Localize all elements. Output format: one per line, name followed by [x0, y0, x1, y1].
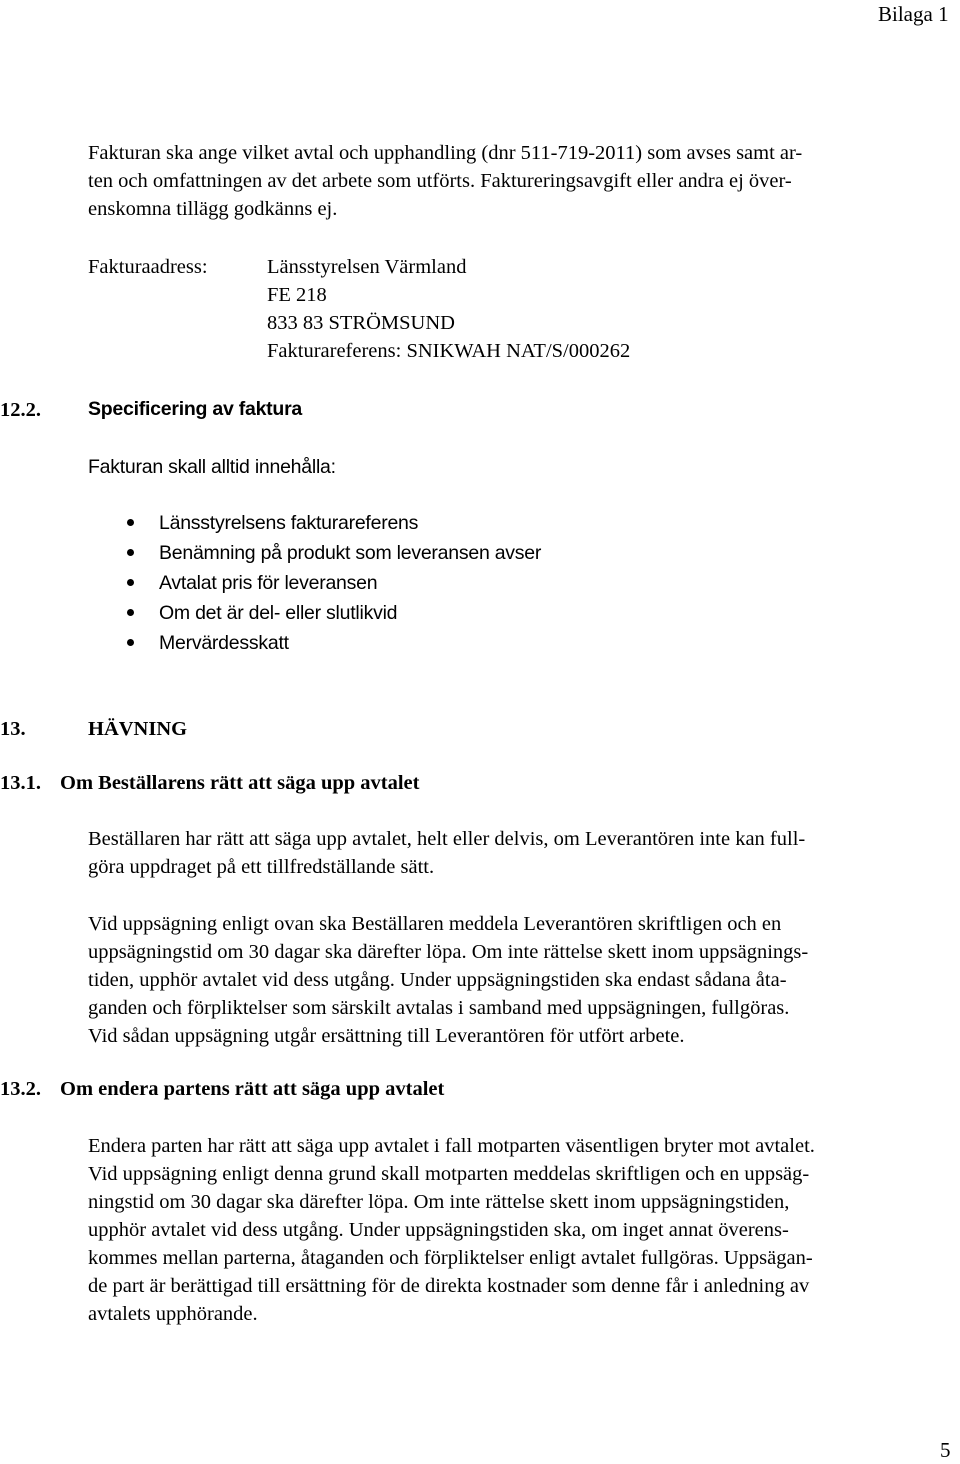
- paragraph-line: avtalets upphörande.: [88, 1303, 258, 1325]
- paragraph-line: göra uppdraget på ett tillfredställande sätt.: [88, 856, 435, 878]
- paragraph-line: Endera parten har rätt att säga upp avtalet i fall motparten väsentligen bryter mot avtalet.: [88, 1135, 815, 1157]
- list-item-text: Benämning på produkt som leveransen avser: [159, 542, 542, 564]
- section-title: Specificering av faktura: [88, 398, 303, 420]
- section-title: Om Beställarens rätt att säga upp avtalet: [60, 772, 420, 794]
- address-label: Fakturaadress:: [88, 256, 208, 278]
- intro-line: ten och omfattningen av det arbete som utförts. Faktureringsavgift eller andra ej över-: [88, 170, 792, 192]
- bullet-icon: [127, 639, 134, 646]
- list-item-text: Länsstyrelsens fakturareferens: [159, 512, 419, 534]
- paragraph-line: Vid uppsägning enligt denna grund skall motparten meddelas skriftligen och en uppsäg-: [88, 1163, 810, 1185]
- list-item-text: Avtalat pris för leveransen: [159, 572, 378, 594]
- section-number: 13.2.: [0, 1078, 41, 1100]
- section-title: Om endera partens rätt att säga upp avtalet: [60, 1078, 445, 1100]
- list-item-text: Om det är del- eller slutlikvid: [159, 602, 398, 624]
- section-paragraph: [88, 825, 805, 881]
- paragraph-line: upphör avtalet vid dess utgång. Under uppsägningstiden ska, om inget annat överens-: [88, 1219, 789, 1241]
- paragraph-line: tiden, upphör avtalet vid dess utgång. Under uppsägningstiden ska endast sådana åta-: [88, 969, 787, 991]
- section-paragraph: [88, 910, 808, 1050]
- intro-line: Fakturan ska ange vilket avtal och upphandling (dnr 511-719-2011) som avses samt ar-: [88, 142, 803, 164]
- paragraph-line: Vid sådan uppsägning utgår ersättning till Leverantören för utfört arbete.: [88, 1025, 685, 1047]
- address-line: Fakturareferens: SNIKWAH NAT/S/000262: [267, 340, 631, 362]
- section-intro: Fakturan skall alltid innehålla:: [88, 456, 336, 478]
- paragraph-line: kommes mellan parterna, åtaganden och förpliktelser enligt avtalet fullgöras. Uppsägan-: [88, 1247, 813, 1269]
- address-block: [267, 253, 630, 365]
- intro-paragraph: [88, 139, 802, 223]
- address-line: Länsstyrelsen Värmland: [267, 256, 467, 278]
- paragraph-line: de part är berättigad till ersättning för de direkta kostnader som denne får i anledning av: [88, 1275, 810, 1297]
- section-number: 13.: [0, 718, 26, 740]
- bullet-icon: [127, 519, 134, 526]
- section-number: 12.2.: [0, 399, 41, 421]
- list-item-text: Mervärdesskatt: [159, 632, 289, 654]
- intro-line: enskomna tillägg godkänns ej.: [88, 198, 338, 220]
- section-paragraph: [88, 1132, 815, 1328]
- paragraph-line: Vid uppsägning enligt ovan ska Beställaren meddela Leverantören skriftligen och en: [88, 913, 782, 935]
- paragraph-line: ganden och förpliktelser som särskilt avtalas i samband med uppsägningen, fullgöras.: [88, 997, 790, 1019]
- paragraph-line: ningstid om 30 dagar ska därefter löpa. Om inte rättelse skett inom uppsägningstiden,: [88, 1191, 790, 1213]
- address-line: 833 83 STRÖMSUND: [267, 312, 455, 334]
- bullet-icon: [127, 549, 134, 556]
- bullet-icon: [127, 579, 134, 586]
- section-number: 13.1.: [0, 772, 41, 794]
- paragraph-line: Beställaren har rätt att säga upp avtalet, helt eller delvis, om Leverantören inte kan full-: [88, 828, 806, 850]
- bullet-list: [127, 508, 687, 658]
- page-number: 5: [940, 1438, 951, 1462]
- header-label: Bilaga 1: [878, 2, 949, 26]
- address-line: FE 218: [267, 284, 327, 306]
- section-title: HÄVNING: [88, 718, 188, 740]
- bullet-icon: [127, 609, 134, 616]
- paragraph-line: uppsägningstid om 30 dagar ska därefter löpa. Om inte rättelse skett inom uppsägnings-: [88, 941, 809, 963]
